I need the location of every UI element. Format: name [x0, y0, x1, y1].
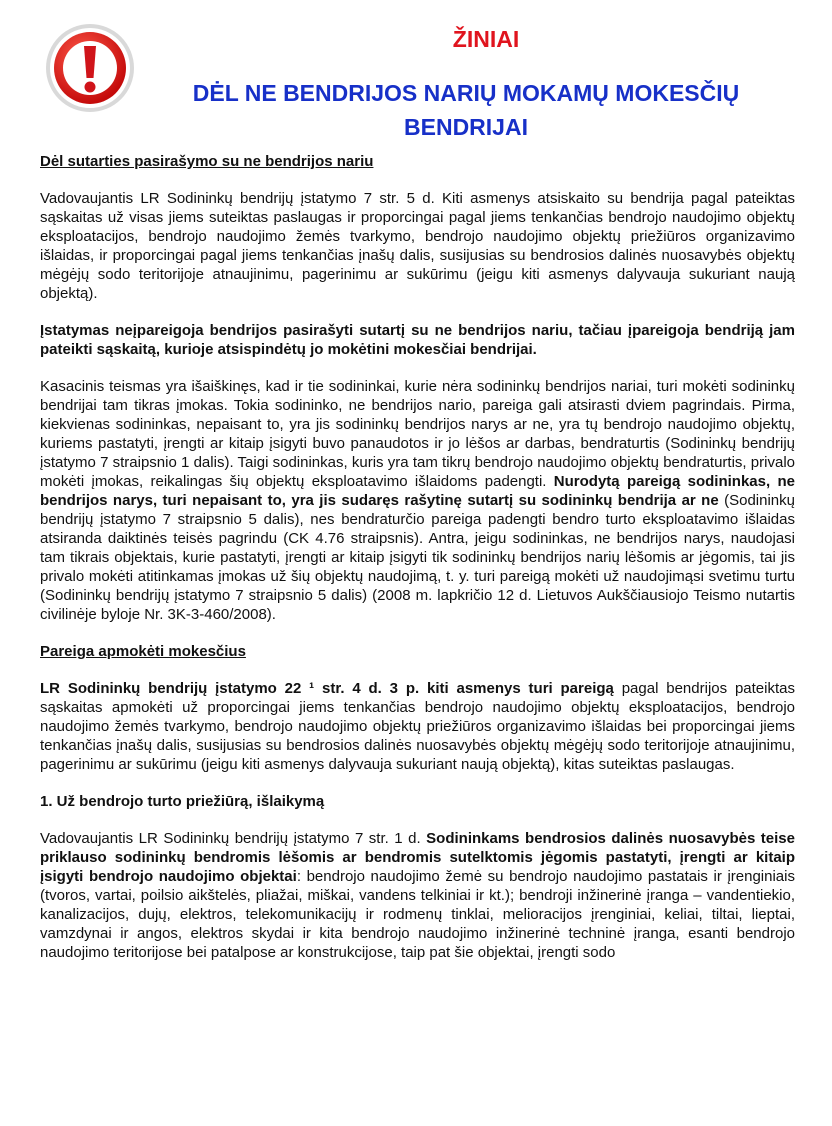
- payment-duty-text: pagal bendrijos pateiktas sąskaitas apmokėti už proporcingai jiems tenkančias bendrojo naudojimo objektų eksploatacijos, bendrojo naudojimo žemės tvarkymo, bendrojo naudojimo objektų priežiūros organizavimo išlaidas bei proporcingai jiems tenkančias įnašų dalis, susijusias su bendrosios dalinės nuosavybės objektų mėgėjų sodo teritorijoje atnaujinimu, pagerinimu ar sukūrimu (jeigu kiti asmenys dalyvauja sukuriant naują objektą), kitas suteiktas paslaugas.: [40, 680, 795, 773]
- common-property-emphasis: Sodininkams bendrosios dalinės nuosavybės teise priklauso sodininkų bendromis lėšomis ar bendromis sutelktomis jėgomis pastatyti, įrengti ar kitaip įsigyti bendrojo naudojimo objektai: [40, 830, 795, 885]
- section-heading-payment-duty: Pareiga apmokėti mokesčius: [40, 643, 246, 660]
- paragraph-law-reference: Vadovaujantis LR Sodininkų bendrijų įstatymo 7 str. 5 d. Kiti asmenys atsiskaito su bendrija pagal pateiktas sąskaitas už visas jiems suteiktas paslaugas ir proporcingai pagal jiems tenkančias bendrojo naudojimo objektų eksploatacijos, bendrojo naudojimo žemės tvarkymo, bendrojo naudojimo objektų priežiūros organizavimo išlaidas, ir proporcingai pagal jiems tenkančias įnašų dalis, susijusias su bendrosios dalinės nuosavybės objektų mėgėjų sodo teritorijoje atnaujinimu, pagerinimu ar sukūrimu (jeigu kiti asmenys dalyvauja sukuriant naują objektą).: [40, 190, 795, 302]
- court-text-part-2: (Sodininkų bendrijų įstatymo 7 straipsnio 5 dalis), nes bendraturčio pareiga padengti bendro turto eksploatavimo išlaidas atsiranda daiktinės teisės pagrindu (CK 4.76 straipsnis). Antra, jeigu sodininkas, ne bendrijos narys, naudojasi tam tikrais objektais, kurie pastatyti, įrengti ar kitaip įsigyti tik sodininkų bendrijos narių lėšomis ar jėgomis, tai jis privalo mokėti atitinkamas įmokas už šių objektų naudojimą, t. y. turi pareigą mokėti už naudojimąsi svetimu turtu (Sodininkų bendrijų įstatymo 7 straipsnio 5 dalis) (2008 m. lapkričio 12 d. Lietuvos Aukščiausiojo Teismo nutartis civilinėje byloje Nr. 3K-3-460/2008).: [40, 492, 795, 623]
- paragraph-common-property: [40, 829, 795, 962]
- exclamation-warning-icon: [44, 22, 136, 114]
- paragraph-payment-duty: [40, 679, 795, 774]
- page-title: ŽINIAI: [452, 26, 520, 52]
- payment-duty-emphasis: LR Sodininkų bendrijų įstatymo 22 ¹ str. 4 d. 3 p. kiti asmenys turi pareigą: [40, 680, 614, 697]
- paragraph-court-explanation: [40, 377, 795, 624]
- common-property-part-1: Vadovaujantis LR Sodininkų bendrijų įstatymo 7 str. 1 d.: [40, 830, 427, 847]
- court-text-part-1: Kasacinis teismas yra išaiškinęs, kad ir tie sodininkai, kurie nėra sodininkų bendrijos nariai, turi mokėti sodininkų bendrijai tam tikras įmokas. Tokia sodininko, ne bendrijos nario, pareiga gali atsirasti dviem pagrindais. Pirma, kiekvienas sodininkas, nepaisant to, yra jis sodininkų bendrijos narys ar ne, yra tų bendrojo naudojimo objektų, kuriems pastatyti, įrengti ar kitaip įsigyti buvo panaudotos ir jo lėšos ar darbas, bendraturtis (Sodininkų bendrijų įstatymo 7 straipsnio 1 dalis). Taigi sodininkas, kuris yra tam tikrų bendrojo naudojimo objektų bendraturtis, privalo mokėti įmokas, reikalingas šių objektų eksploatavimo išlaidoms padengti.: [40, 378, 795, 490]
- court-text-emphasis: Nurodytą pareigą sodininkas, ne bendrijos narys, turi nepaisant to, yra jis sudaręs rašytinę sutartį su sodininkų bendrija ar ne: [40, 473, 795, 509]
- document-body: [40, 152, 795, 980]
- section-heading-maintenance: 1. Už bendrojo turto priežiūrą, išlaikymą: [40, 793, 325, 810]
- common-property-part-2: : bendrojo naudojimo žemė su bendrojo naudojimo pastatais ir įrenginiais (tvoros, vartai, poilsio aikštelės, pliažai, miškai, vandens telkiniai ir kt.); bendroji inžinerinė įranga – vandentiekio, kanalizacijos, dujų, elektros, telekomunikacijų ir rodmenų tinklai, melioracijos įrenginiai, keliai, tiltai, lieptai, vamzdynai ir angos, elektros skydai ir kita bendrojo naudojimo inžinerinė techninė įranga, esanti bendrojo naudojimo teritorijose bei patalpose ar konstrukcijose, taip pat šie objektai, įrengti sodo: [40, 868, 795, 961]
- page-subtitle: DĖL NE BENDRIJOS NARIŲ MOKAMŲ MOKESČIŲ BENDRIJAI: [192, 80, 740, 140]
- section-heading-contract: Dėl sutarties pasirašymo su ne bendrijos nariu: [40, 153, 374, 170]
- paragraph-key-statement: Įstatymas neįpareigoja bendrijos pasirašyti sutartį su ne bendrijos nariu, tačiau įpareigoja bendriją jam pateikti sąskaitą, kurioje atsispindėtų jo mokėtini mokesčiai bendrijai.: [40, 322, 795, 358]
